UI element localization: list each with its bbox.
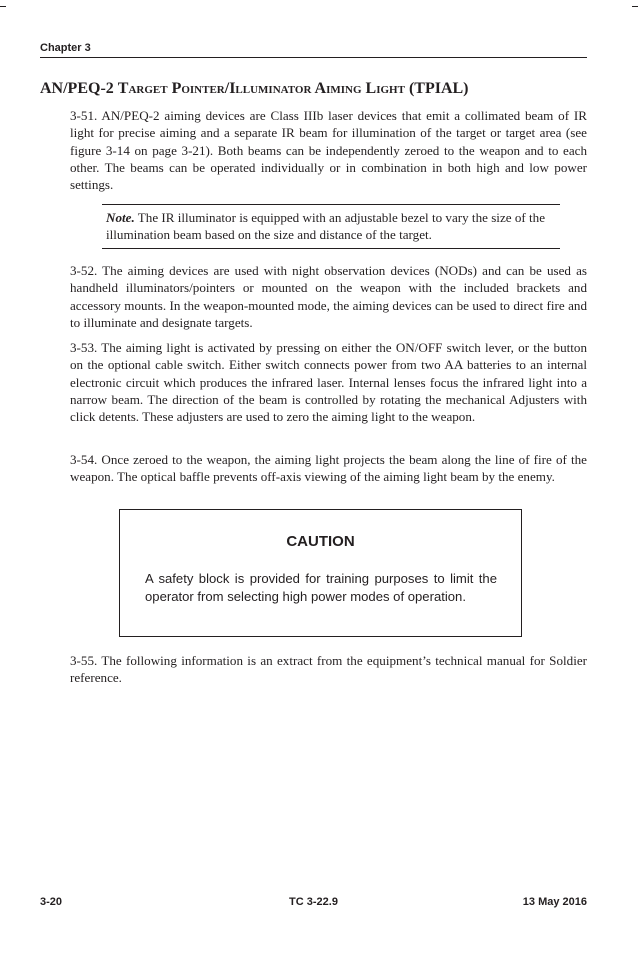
- paragraph-3-51: 3-51. AN/PEQ-2 aiming devices are Class IIIb laser devices that emit a collimated beam of IR light for precise aiming and a separate IR beam for illumination of the target or target area (see figure 3-14 on page 3-21). Both beams can be independently zeroed to the weapon and to each other. The beams can be operated individually or in combination in both high and low power settings.: [70, 108, 587, 193]
- running-header: [40, 42, 587, 58]
- section-title: [40, 79, 600, 99]
- crop-mark-left: [0, 6, 6, 7]
- caution-text: A safety block is provided for training purposes to limit the operator from selecting high power modes of operation.: [145, 571, 497, 604]
- title-abbrev: (TPIAL): [404, 80, 469, 97]
- note-label: Note.: [106, 210, 135, 225]
- paragraph-3-55: 3-55. The following information is an extract from the equipment’s technical manual for Soldier reference.: [70, 653, 587, 686]
- paragraph-3-52: 3-52. The aiming devices are used with night observation devices (NODs) and can be used as handheld illuminators/pointers or mounted on the weapon with the included brackets and accessory mounts. In the weapon-mounted mode, the aiming devices can be used to direct fire and to illuminate and designate targets.: [70, 263, 587, 330]
- title-main: AN/PEQ-2: [40, 80, 118, 97]
- chapter-label: Chapter 3: [40, 42, 91, 54]
- publication-date: 13 May 2016: [522, 896, 587, 908]
- caution-box: [119, 509, 522, 637]
- crop-mark-right: [632, 6, 638, 7]
- paragraph-3-54: 3-54. Once zeroed to the weapon, the aiming light projects the beam along the line of fire of the weapon. The optical baffle prevents off-axis viewing of the aiming light beam by the enemy.: [70, 452, 587, 485]
- note-block: [102, 204, 560, 249]
- page-number: 3-20: [40, 896, 63, 908]
- publication-number: TC 3-22.9: [289, 896, 338, 908]
- title-smallcaps: Target Pointer/Illuminator Aiming Light: [117, 80, 405, 97]
- paragraph-3-53: 3-53. The aiming light is activated by pressing on either the ON/OFF switch lever, or the button on the optional cable switch. Either switch connects power from two AA batteries to an internal electronic circuit which produces the infrared laser. Internal lenses focus the infrared light into a narrow beam. The direction of the beam is controlled by rotating the mechanical Adjusters with click detents. These adjusters are used to zero the aiming light to the weapon.: [70, 340, 587, 425]
- running-footer: [40, 896, 587, 909]
- caution-heading: CAUTION: [286, 533, 355, 550]
- note-text: The IR illuminator is equipped with an adjustable bezel to vary the size of the illumination beam based on the size and distance of the target.: [106, 210, 546, 243]
